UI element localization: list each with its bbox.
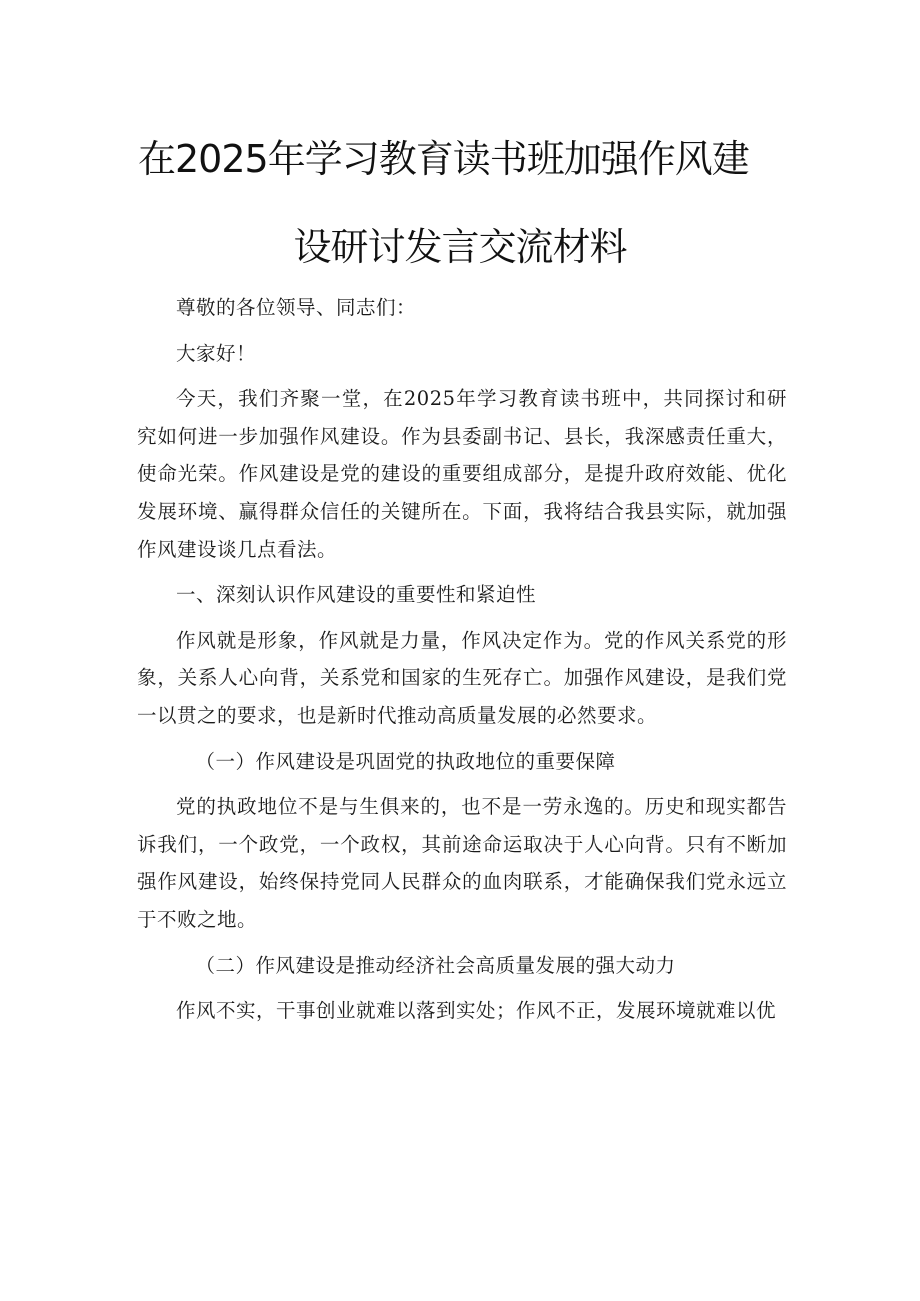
salutation: 尊敬的各位领导、同志们：: [176, 296, 417, 319]
intro-paragraph: 今天，我们齐聚一堂，在2025年学习教育读书班中，共同探讨和研究如何进一步加强作风建设。作为县委副书记、县长，我深感责任重大，使命光荣。作风建设是党的建设的重要组成部分，是提升政府效能、优化发展环境、赢得群众信任的关键所在。下面，我将结合我县实际，就加强作风建设谈几点看法。: [137, 387, 787, 561]
body-paragraph: 作风就是形象，作风就是力量，作风决定作为。党的作风关系党的形象，关系人心向背，关系党和国家的生死存亡。加强作风建设，是我们党一以贯之的要求，也是新时代推动高质量发展的必然要求。: [137, 628, 787, 727]
document-title-line2: 设研讨发言交流材料: [293, 225, 627, 269]
body-paragraph: 作风不实，干事创业就难以落到实处；作风不正，发展环境就难以优: [176, 999, 777, 1023]
subsection-heading-1: （一）作风建设是巩固党的执政地位的重要保障: [195, 749, 616, 773]
body-paragraph: 党的执政地位不是与生俱来的，也不是一劳永逸的。历史和现实都告诉我们，一个政党，一个政权，其前途命运取决于人心向背。只有不断加强作风建设，始终保持党同人民群众的血肉联系，才能确保我们党永远立于不败之地。: [137, 795, 787, 931]
subsection-heading-2: （二）作风建设是推动经济社会高质量发展的强大动力: [195, 953, 676, 977]
greeting: 大家好！: [176, 341, 257, 365]
document-body: [137, 289, 787, 1030]
section-heading-1: 一、深刻认识作风建设的重要性和紧迫性: [176, 583, 537, 607]
document-title-line1: 在2025年学习教育读书班加强作风建: [138, 137, 749, 181]
